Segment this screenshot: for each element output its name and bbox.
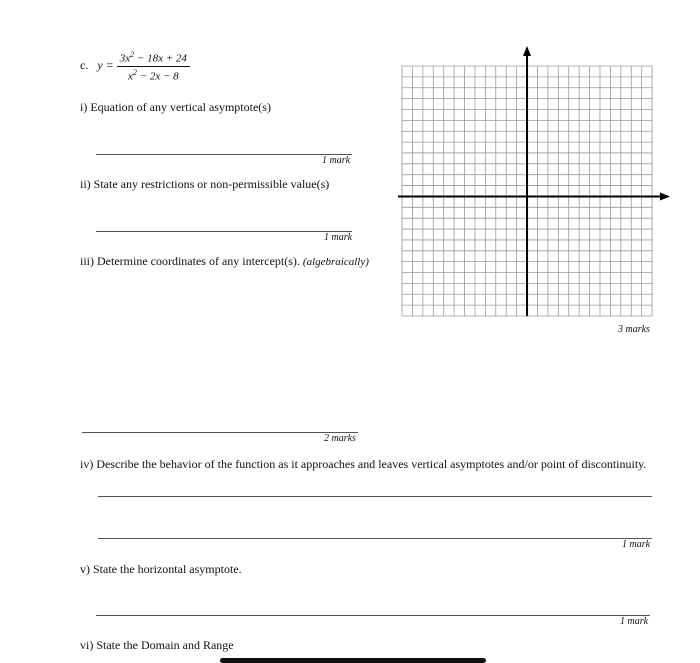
coordinate-grid[interactable] [398, 44, 670, 324]
part-i-prompt: i) Equation of any vertical asymptote(s) [80, 100, 271, 114]
part-iii-prompt [80, 254, 369, 269]
part-iii-emphasis: (algebraically) [302, 256, 369, 268]
part-ii-answer-line[interactable] [96, 231, 352, 232]
function-numerator: $3x^2 - 18x + 24$ [117, 50, 190, 67]
x-axis-arrow-icon [660, 192, 670, 200]
part-iv-answer-line-1[interactable] [98, 496, 652, 497]
question-header [80, 50, 190, 82]
question-label: c. [80, 57, 89, 72]
part-v-answer-line[interactable] [96, 615, 650, 616]
rational-function [117, 50, 190, 82]
part-i-answer-line[interactable] [96, 154, 352, 155]
part-iv-mark: 1 mark [622, 539, 651, 550]
part-iii-text: iii) Determine coordinates of any intercept(s). [80, 254, 300, 268]
part-v-mark: 1 mark [620, 616, 649, 627]
home-indicator[interactable] [220, 658, 486, 663]
part-ii-mark: 1 mark [324, 232, 353, 243]
part-i-mark: 1 mark [322, 155, 351, 166]
graph-mark: 3 marks [618, 324, 650, 335]
part-ii-prompt: ii) State any restrictions or non-permissible value(s) [80, 177, 330, 191]
function-denominator: $x^2 - 2x - 8$ [128, 67, 179, 83]
part-vi-prompt: vi) State the Domain and Range [80, 638, 234, 652]
part-iv-answer-line-2[interactable] [98, 538, 652, 539]
function-lhs: y = [97, 57, 114, 72]
y-axis-arrow-icon [523, 46, 531, 56]
part-v-prompt: v) State the horizontal asymptote. [80, 562, 242, 576]
part-iii-answer-line[interactable] [82, 432, 358, 433]
part-iii-mark: 2 marks [324, 433, 356, 444]
part-iv-prompt: iv) Describe the behavior of the function as it approaches and leaves vertical asymptotes and/or point of discontinuity. [80, 457, 647, 471]
